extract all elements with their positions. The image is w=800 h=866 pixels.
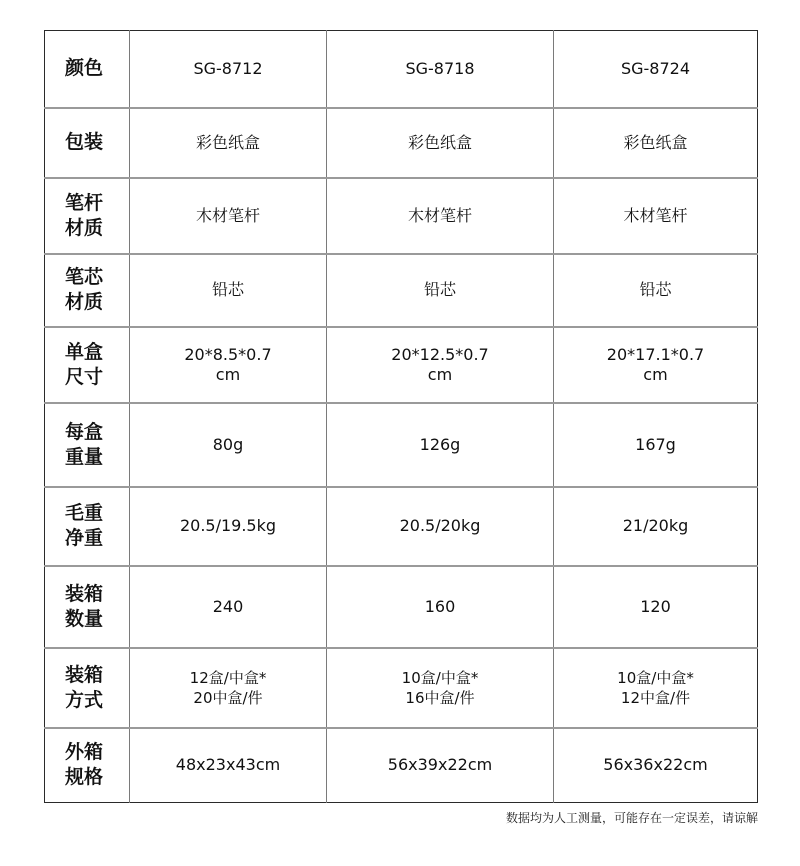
row-label-gross-net-weight: 毛重 净重 [45,487,130,566]
cell: 铅芯 [554,254,758,327]
cell: 56x36x22cm [554,728,758,803]
cell: SG-8712 [130,31,327,108]
cell: SG-8724 [554,31,758,108]
cell: 彩色纸盒 [554,108,758,178]
table-row [45,31,758,108]
table-row [45,648,758,728]
row-label-carton-size: 外箱 规格 [45,728,130,803]
cell: 铅芯 [327,254,554,327]
cell: 木材笔杆 [327,178,554,254]
cell: 56x39x22cm [327,728,554,803]
cell: 160 [327,566,554,648]
table-row [45,327,758,403]
cell: 20.5/19.5kg [130,487,327,566]
cell: 10盒/中盒* 12中盒/件 [554,648,758,728]
cell: 12盒/中盒* 20中盒/件 [130,648,327,728]
spec-table [44,30,758,803]
table-row [45,728,758,803]
cell: 彩色纸盒 [327,108,554,178]
cell: 20*17.1*0.7 cm [554,327,758,403]
cell: 木材笔杆 [130,178,327,254]
cell: 126g [327,403,554,487]
cell: 木材笔杆 [554,178,758,254]
table-row [45,566,758,648]
row-label-carton-quantity: 装箱 数量 [45,566,130,648]
cell: 20.5/20kg [327,487,554,566]
table-row [45,254,758,327]
cell: 铅芯 [130,254,327,327]
cell: 80g [130,403,327,487]
cell: 21/20kg [554,487,758,566]
row-label-color: 颜色 [45,31,130,108]
row-label-packaging: 包装 [45,108,130,178]
cell: 10盒/中盒* 16中盒/件 [327,648,554,728]
row-label-box-size: 单盒 尺寸 [45,327,130,403]
cell: 167g [554,403,758,487]
cell: 48x23x43cm [130,728,327,803]
cell: 120 [554,566,758,648]
disclaimer-note: 数据均为人工测量，可能存在一定误差，请谅解 [505,811,758,825]
row-label-packing-method: 装箱 方式 [45,648,130,728]
table-row [45,487,758,566]
cell: 240 [130,566,327,648]
cell: SG-8718 [327,31,554,108]
row-label-barrel-material: 笔杆 材质 [45,178,130,254]
table-row [45,178,758,254]
row-label-box-weight: 每盒 重量 [45,403,130,487]
table-row [45,403,758,487]
row-label-lead-material: 笔芯 材质 [45,254,130,327]
cell: 20*12.5*0.7 cm [327,327,554,403]
table-row [45,108,758,178]
cell: 20*8.5*0.7 cm [130,327,327,403]
cell: 彩色纸盒 [130,108,327,178]
